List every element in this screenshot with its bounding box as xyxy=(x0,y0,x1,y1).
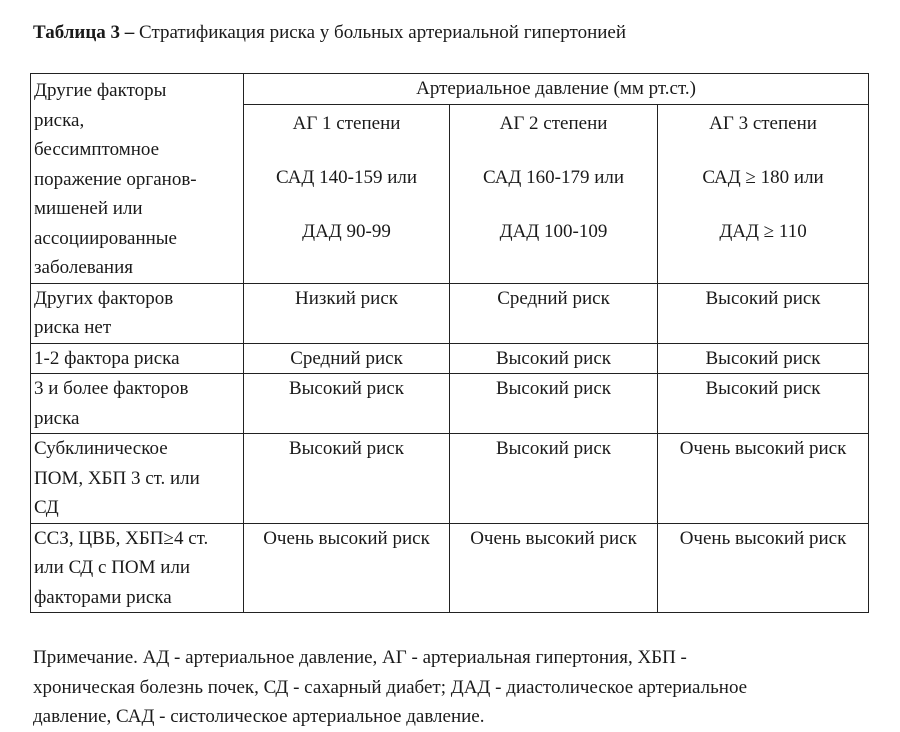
caption-label: Таблица 3 – xyxy=(33,22,135,43)
row-label-line: факторами риска xyxy=(34,586,172,608)
stage-2-header xyxy=(450,104,658,283)
corner-header-line: мишеней или xyxy=(34,198,143,219)
table-row xyxy=(31,283,869,343)
table-header-row xyxy=(31,74,869,105)
table-row xyxy=(31,374,869,434)
risk-cell: Средний риск xyxy=(244,343,450,374)
risk-cell: Высокий риск xyxy=(658,374,869,434)
risk-cell: Высокий риск xyxy=(244,434,450,524)
risk-cell: Очень высокий риск xyxy=(658,434,869,524)
risk-cell: Очень высокий риск xyxy=(244,523,450,613)
row-label-line: Субклиническое xyxy=(34,438,168,459)
corner-header-line: Другие факторы xyxy=(34,80,167,101)
corner-header-line: поражение органов- xyxy=(34,168,197,190)
risk-cell: Высокий риск xyxy=(450,434,658,524)
stage-3-header xyxy=(658,104,869,283)
risk-cell: Высокий риск xyxy=(450,374,658,434)
stage-sad: САД 140-159 или xyxy=(275,166,418,188)
row-label xyxy=(31,283,244,343)
note-line: давление, САД - систолическое артериальное давление. xyxy=(33,706,485,727)
stage-dad: ДАД 100-109 xyxy=(499,220,608,242)
risk-cell: Высокий риск xyxy=(658,343,869,374)
risk-cell: Высокий риск xyxy=(244,374,450,434)
row-label-line: риска нет xyxy=(34,317,112,338)
row-label xyxy=(31,374,244,434)
blood-pressure-header: Артериальное давление (мм рт.ст.) xyxy=(244,74,869,105)
row-label-line: Других факторов xyxy=(34,287,174,309)
risk-cell: Высокий риск xyxy=(450,343,658,374)
stage-name: АГ 2 степени xyxy=(499,112,608,134)
corner-header-line: заболевания xyxy=(34,257,133,278)
stage-dad: ДАД 90-99 xyxy=(302,220,391,242)
risk-cell: Средний риск xyxy=(450,283,658,343)
caption-text: Стратификация риска у больных артериальной гипертонией xyxy=(134,22,627,43)
stage-1-header xyxy=(244,104,450,283)
row-label-line: СД xyxy=(34,497,59,518)
row-label-line: ПОМ, ХБП 3 ст. или xyxy=(34,467,200,489)
risk-cell: Высокий риск xyxy=(658,283,869,343)
risk-cell: Очень высокий риск xyxy=(658,523,869,613)
table-caption xyxy=(33,22,626,44)
stage-sad: САД 160-179 или xyxy=(482,166,625,188)
corner-header-line: риска, xyxy=(34,109,85,131)
row-label-line: или СД с ПОМ или xyxy=(34,557,191,578)
row-label xyxy=(31,343,244,374)
risk-cell: Низкий риск xyxy=(244,283,450,343)
stage-name: АГ 1 степени xyxy=(292,112,401,134)
row-label-line: 1-2 фактора риска xyxy=(34,347,180,369)
row-label-line: 3 и более факторов xyxy=(34,378,189,399)
risk-cell: Очень высокий риск xyxy=(450,523,658,613)
note-line: хроническая болезнь почек, СД - сахарный диабет; ДАД - диастолическое артериальное xyxy=(33,676,748,698)
row-label-line: ССЗ, ЦВБ, ХБП≥4 ст. xyxy=(34,527,209,549)
corner-header-line: бессимптомное xyxy=(34,139,160,160)
corner-header-line: ассоциированные xyxy=(34,227,177,249)
row-label xyxy=(31,434,244,524)
table-row xyxy=(31,523,869,613)
table-row xyxy=(31,434,869,524)
stage-sad: САД ≥ 180 или xyxy=(702,166,824,188)
risk-stratification-table xyxy=(30,73,869,613)
stage-name: АГ 3 степени xyxy=(709,112,817,134)
table-row xyxy=(31,343,869,374)
corner-header xyxy=(31,74,244,284)
note-line: Примечание. АД - артериальное давление, АГ - артериальная гипертония, ХБП - xyxy=(33,647,687,668)
table-note xyxy=(33,643,873,732)
row-label-line: риска xyxy=(34,407,80,429)
stage-dad: ДАД ≥ 110 xyxy=(719,220,807,242)
row-label xyxy=(31,523,244,613)
